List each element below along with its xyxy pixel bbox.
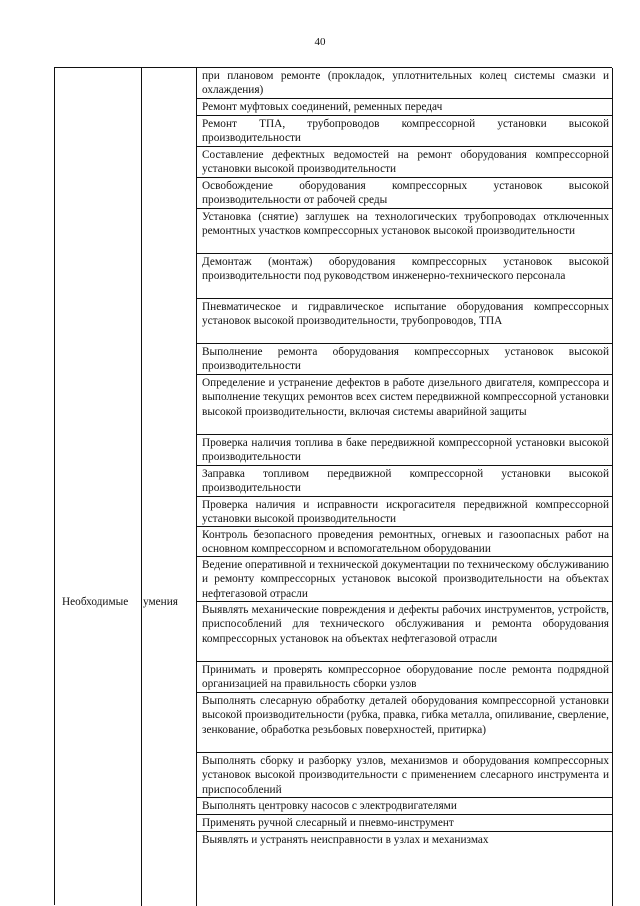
actions-column (197, 68, 612, 850)
table-row: Выполнять слесарную обработку деталей оборудования компрессорной установки высокой производительности (рубка, правка, гибка металла, опиливание, сверление, зенкование, обработка резьбовых поверхностей, притирка) (197, 693, 612, 753)
table-row: Проверка наличия и исправности искрогасителя передвижной компрессорной установки высокой производительности (197, 497, 612, 527)
table-row: Выполнять сборку и разборку узлов, механизмов и оборудования компрессорных установок высокой производительности с применением слесарного инструмента и приспособлений (197, 753, 612, 798)
table-row: Составление дефектных ведомостей на ремонт оборудования компрессорной установки высокой производительности (197, 147, 612, 178)
table-row: Выполнение ремонта оборудования компрессорных установок высокой производительности (197, 344, 612, 375)
page-number: 40 (314, 36, 326, 48)
table-row: Пневматическое и гидравлическое испытание оборудования компрессорных установок высокой производительности, трубопроводов, ТПА (197, 299, 612, 344)
table-row: Контроль безопасного проведения ремонтных, огневых и газоопасных работ на основном компрессорном и вспомогательном оборудовании (197, 527, 612, 557)
table-row: Выполнять центровку насосов с электродвигателями (197, 798, 612, 815)
section-label-left: Необходимые (62, 596, 129, 608)
table-row: Установка (снятие) заглушек на технологических трубопроводах отключенных ремонтных участков компрессорных установок высокой производительности (197, 209, 612, 254)
table-row: Выявлять механические повреждения и дефекты рабочих инструментов, устройств, приспособлений для технического обслуживания и ремонта оборудования компрессорных установок на объектах нефтегазовой отрасли (197, 602, 612, 662)
table-row: Освобождение оборудования компрессорных установок высокой производительности от рабочей среды (197, 178, 612, 209)
table-right-border (612, 68, 613, 906)
table-row: Применять ручной слесарный и пневмо-инструмент (197, 815, 612, 832)
table-row: Ремонт муфтовых соединений, ременных передач (197, 99, 612, 116)
column-divider (141, 68, 142, 906)
skills-table (54, 67, 612, 905)
table-row: Определение и устранение дефектов в работе дизельного двигателя, компрессора и выполнение текущих ремонтов всех систем передвижной компрессорной установки высокой производительности, включая системы аварийной защиты (197, 375, 612, 435)
section-label-right: умения (143, 596, 178, 608)
table-row: Заправка топливом передвижной компрессорной установки высокой производительности (197, 466, 612, 497)
table-row: Ведение оперативной и технической документации по техническому обслуживанию и ремонту компрессорных установок высокой производительности на объектах нефтегазовой отрасли (197, 557, 612, 602)
table-row: Демонтаж (монтаж) оборудования компрессорных установок высокой производительности под руководством инженерно-технического персонала (197, 254, 612, 299)
table-row: Проверка наличия топлива в баке передвижной компрессорной установки высокой производительности (197, 435, 612, 466)
table-row: Выявлять и устранять неисправности в узлах и механизмах (202, 834, 489, 846)
table-row: Ремонт ТПА, трубопроводов компрессорной установки высокой производительности (197, 116, 612, 147)
table-row: при плановом ремонте (прокладок, уплотнительных колец системы смазки и охлаждения) (197, 68, 612, 99)
table-row: Принимать и проверять компрессорное оборудование после ремонта подрядной организацией на правильность сборки узлов (197, 662, 612, 693)
